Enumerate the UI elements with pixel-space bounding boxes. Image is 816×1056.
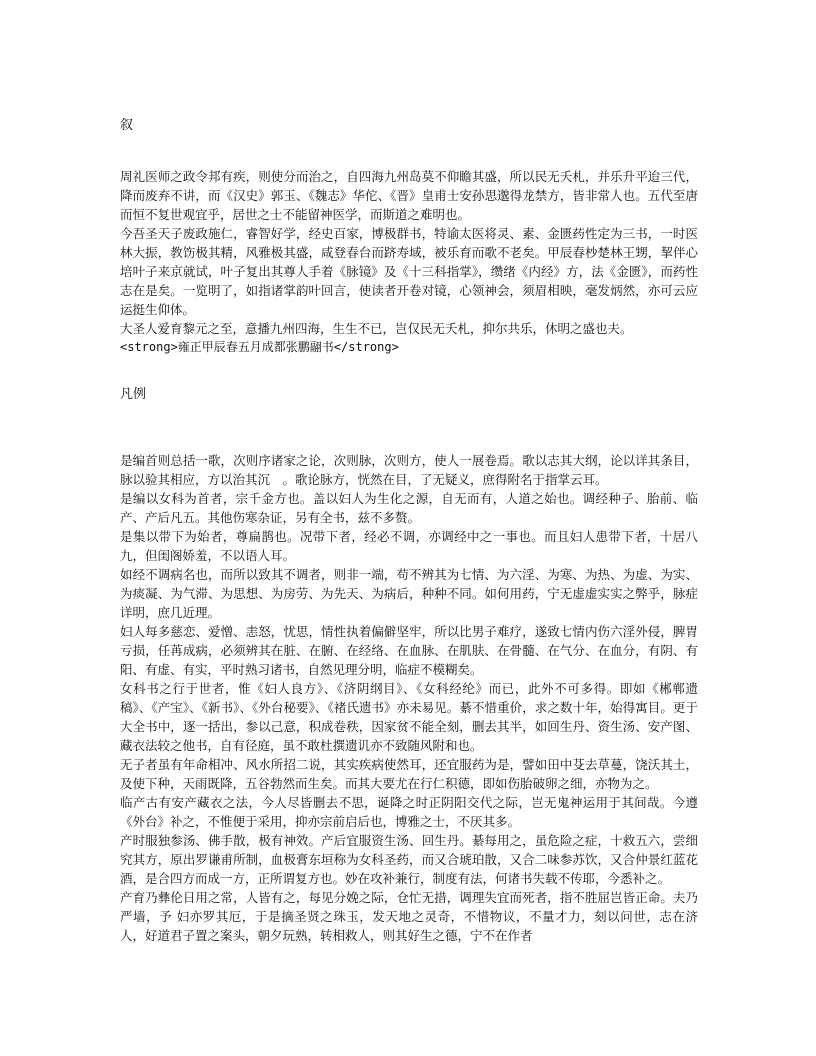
conventions-section [120, 451, 698, 945]
preface-signature: <strong>雍正甲辰春五月成都张鹏翮书</strong> [120, 340, 399, 354]
preface-section [120, 167, 698, 357]
preface-heading: 叙 [120, 118, 134, 133]
conventions-paragraph-1: 是编首则总括一歌，次则序诸家之论，次则脉，次则方，使人一展卷焉。歌以志其大纲，论以详其条目，脉以验其相应，方以治其沉 。歌论脉方，恍然在目，了无疑义，庶得附名于指掌云耳。 [120, 453, 698, 487]
conventions-paragraph-2: 是编以女科为首者，宗千金方也。盖以妇人为生化之源，自无而有，人道之始也。调经种子、胎前、临产、产后凡五。其他伤寒杂证，另有全书，兹不多赘。 [120, 491, 698, 525]
preface-paragraph-1: 周礼医师之政令邦有疾，则使分而治之，自四海九州岛莫不仰瞻其盛，所以民无夭札，并乐升平迨三代，降而废弃不讲，而《汉史》郭玉、《魏志》华佗、《晋》皇甫士安孙思邈得龙禁方，皆非常人也。五代至唐而恒不复世观宜乎，居世之士不能留神医学，而斯道之难明也。 [120, 169, 698, 222]
conventions-paragraph-6: 女科书之行于世者，惟《妇人良方》、《济阴纲目》、《女科经纶》而已，此外不可多得。即如《郴郸遗稿》、《产宝》、《新书》、《外台秘要》、《褚氏遗书》亦未易见。綦不惜重价，求之数十年，始得寓目。更于大全书中，逐一括出，参以己意，积成卷秩，因家贫不能全刻，删去其半，如回生丹、资生汤、安产图、藏衣法较之他书，自有径庭，虽不敢杜撰遗讥亦不致随风附和也。 [120, 681, 698, 753]
conventions-paragraph-3: 是集以带下为始者，尊扁鹊也。况带下者，经必不调，亦调经中之一事也。而且妇人患带下者，十居八九，但闺阁娇羞，不以语人耳。 [120, 529, 698, 563]
conventions-paragraph-4: 如经不调病名也，而所以致其不调者，则非一端，苟不辨其为七情、为六淫、为寒、为热、为虚、为实、为痰凝、为气滞、为思想、为房劳、为先天、为病后，种种不同。如何用药，宁无虚虚实实之弊乎，脉症详明，庶几近理。 [120, 567, 698, 620]
conventions-paragraph-10: 产育乃彝伦日用之常，人皆有之，每见分娩之际，仓忙无措，调理失宜而死者，指不胜屈岂皆正命。夫乃严墙，予 妇亦罗其厄，于是摘圣贤之珠玉，发天地之灵奇，不惜物议，不量才力，刻以问世，志在济人，好道君子置之案头，朝夕玩熟，转相救人，则其好生之德，宁不在作者 [120, 890, 698, 943]
preface-paragraph-3: 大圣人爱育黎元之至，意播九州四海，生生不已，岂仅民无夭札，抑尔共乐，休明之盛也夫。 [120, 321, 633, 336]
conventions-paragraph-9: 产时服独参汤、佛手散，极有神效。产后宜服资生汤、回生丹。綦每用之，虽危险之症，十救五六，尝细究其方，原出罗谦甫所制，血极膏东垣称为女科圣药，而又合琥珀散，又合二味参苏饮，又合仲景红蓝花酒，是合四方而成一方，正所谓复方也。妙在攻补兼行，制度有法，何诸书失载不传耶，今悉补之。 [120, 833, 698, 886]
conventions-paragraph-5: 妇人每多慈恋、爱憎、恚怒，忧思，情性执着偏僻坚牢，所以比男子难疗，遂致七情内伤六淫外侵，脾胃亏损，任苒成病，必须辨其在脏、在腑、在经络、在血脉、在肌肤、在骨髓、在气分、在血分，有阴、有阳、有虚、有实，平时熟习诸书，自然见理分明，临症不模糊矣。 [120, 624, 698, 677]
conventions-paragraph-8: 临产古有安产藏衣之法，今人尽皆删去不思，诞降之时正阴阳交代之际，岂无鬼神运用于其间哉。今遵《外台》补之，不惟便于采用，抑亦宗前启后也，博雅之士，不厌其多。 [120, 795, 698, 829]
preface-paragraph-2: 今吾圣天子废政施仁，睿智好学，经史百家，博极群书，特谕太医将灵、素、金匮药性定为三书，一时医林大振，教饬极其精，风雅极其盛，咸登春台而跻寿域，被乐育而歌不老矣。甲辰春杪楚林王甥，挈伴心培叶子来京就试，叶子复出其尊人手着《脉镜》及《十三科指掌》，缵绪《内经》方，法《金匮》，而药性志在是矣。一览明了，如指诸掌韵叶回言，使读者开卷对镜，心领神会，须眉相映，毫发炳然，亦可云应运挺生仰体。 [120, 226, 698, 317]
conventions-heading: 凡例 [120, 387, 147, 402]
conventions-paragraph-7: 无子者虽有年命相冲、风水所招二说，其实疾病使然耳，还宜服药为是，譬如田中芟去草蔓，饶沃其土，及使下种，天雨既降，五谷勃然而生矣。而其大要尤在行仁积德，即如伤胎破卵之细，亦物为之。 [120, 757, 698, 791]
